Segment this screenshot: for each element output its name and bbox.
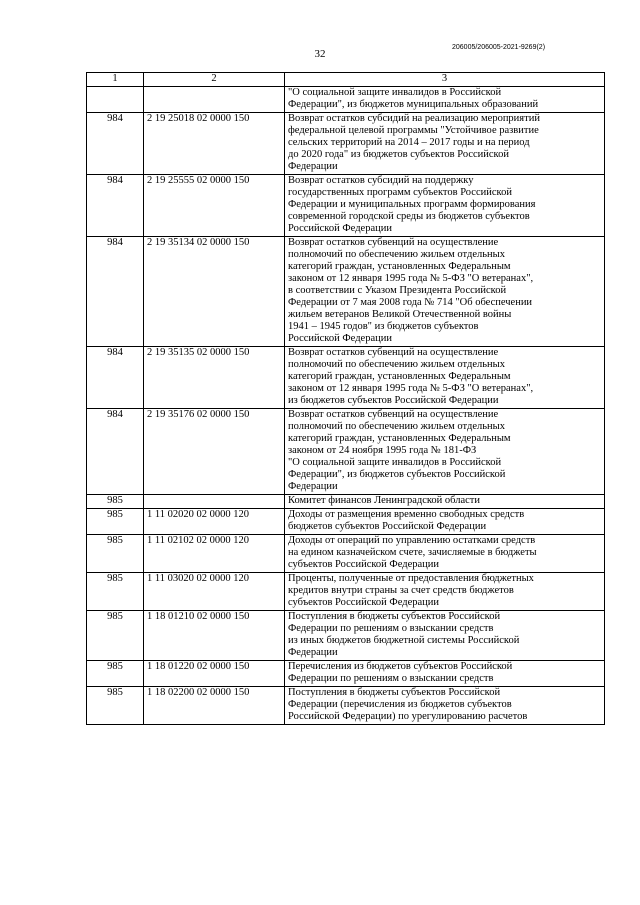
administrator-code-cell: 985 [87,573,144,611]
revenue-name-line: Федерации (перечисления из бюджетов субъектов [288,699,512,710]
administrator-code-cell: 985 [87,661,144,687]
revenue-name-line: Российской Федерации [288,333,392,344]
revenue-name-line: из бюджетов субъектов Российской Федерации [288,395,499,406]
revenue-name-line: категорий граждан, установленных Федеральным [288,371,511,382]
table-row [87,409,605,495]
revenue-code-cell: 2 19 35176 02 0000 150 [144,409,285,495]
budget-codes-table [86,72,605,725]
revenue-code-cell [144,87,285,113]
revenue-name-line: полномочий по обеспечению жильем отдельных [288,249,505,260]
administrator-code-cell: 984 [87,237,144,347]
revenue-code-cell: 2 19 25018 02 0000 150 [144,113,285,175]
revenue-code-cell: 1 11 02020 02 0000 120 [144,509,285,535]
table-row [87,237,605,347]
revenue-code-cell: 1 18 01210 02 0000 150 [144,611,285,661]
table-row [87,611,605,661]
administrator-code-cell: 984 [87,347,144,409]
revenue-name-line: полномочий по обеспечению жильем отдельных [288,359,505,370]
revenue-name-cell [285,611,605,661]
revenue-code-cell: 1 11 02102 02 0000 120 [144,535,285,573]
revenue-code-cell: 1 11 03020 02 0000 120 [144,573,285,611]
revenue-name-line: сельских территорий на 2014 – 2017 годы и на период [288,137,530,148]
table-row [87,509,605,535]
revenue-name-line: Федерации", из бюджетов муниципальных образований [288,99,539,110]
revenue-name-line: Федерации и муниципальных программ формирования [288,199,536,210]
revenue-code-cell: 2 19 25555 02 0000 150 [144,175,285,237]
administrator-code-cell: 985 [87,535,144,573]
revenue-name-line: "О социальной защите инвалидов в Российской [288,87,502,98]
revenue-name-line: Федерации", из бюджетов субъектов Российской [288,469,506,480]
revenue-name-line: законом от 24 ноября 1995 года № 181-ФЗ [288,445,477,456]
table-row [87,495,605,509]
revenue-name-line: федеральной целевой программы "Устойчивое развитие [288,125,539,136]
document-code: 206005/206005-2021-9269(2) [452,44,546,51]
revenue-name-line: Федерации [288,161,338,172]
column-header-1: 1 [87,73,144,87]
revenue-name-line: "О социальной защите инвалидов в Российской [288,457,502,468]
revenue-name-line: 1941 – 1945 годов" из бюджетов субъектов [288,321,479,332]
table-row [87,113,605,175]
table-row [87,535,605,573]
table-row [87,573,605,611]
revenue-name-line: Возврат остатков субвенций на осуществление [288,409,499,420]
revenue-name-cell [285,495,605,509]
revenue-name-line: бюджетов субъектов Российской Федерации [288,521,487,532]
revenue-name-cell [285,175,605,237]
revenue-name-line: субъектов Российской Федерации [288,559,440,570]
table-header-row [87,73,605,87]
revenue-name-line: законом от 12 января 1995 года № 5-ФЗ "О ветеранах", [288,383,534,394]
revenue-code-cell: 1 18 02200 02 0000 150 [144,687,285,725]
revenue-name-line: Российской Федерации [288,223,392,234]
revenue-code-cell: 1 18 01220 02 0000 150 [144,661,285,687]
administrator-code-cell: 985 [87,687,144,725]
table-row [87,347,605,409]
revenue-name-line: категорий граждан, установленных Федеральным [288,261,511,272]
administrator-code-cell: 984 [87,175,144,237]
page-number: 32 [314,48,326,60]
revenue-code-cell [144,495,285,509]
revenue-name-line: категорий граждан, установленных Федеральным [288,433,511,444]
administrator-code-cell [87,87,144,113]
administrator-code-cell: 984 [87,113,144,175]
revenue-name-line: Федерации от 7 мая 2008 года № 714 "Об обеспечении [288,297,533,308]
revenue-name-line: до 2020 года" из бюджетов субъектов Российской [288,149,509,160]
administrator-code-cell: 984 [87,409,144,495]
revenue-name-cell [285,573,605,611]
revenue-name-cell [285,409,605,495]
revenue-name-line: законом от 12 января 1995 года № 5-ФЗ "О ветеранах", [288,273,534,284]
revenue-name-line: Поступления в бюджеты субъектов Российской [288,611,501,622]
revenue-name-line: государственных программ субъектов Российской [288,187,512,198]
table-row [87,87,605,113]
revenue-name-cell [285,87,605,113]
revenue-name-line: в соответствии с Указом Президента Российской [288,285,507,296]
revenue-name-cell [285,535,605,573]
revenue-name-line: полномочий по обеспечению жильем отдельных [288,421,505,432]
revenue-name-line: Доходы от размещения временно свободных средств [288,509,525,520]
revenue-name-line: Доходы от операций по управлению остатками средств [288,535,536,546]
revenue-name-line: на едином казначейском счете, зачисляемые в бюджеты [288,547,537,558]
revenue-name-line: Федерации [288,481,338,492]
revenue-name-line: жильем ветеранов Великой Отечественной войны [288,309,512,320]
column-header-3: 3 [285,73,605,87]
revenue-code-cell: 2 19 35135 02 0000 150 [144,347,285,409]
revenue-name-line: Проценты, полученные от предоставления бюджетных [288,573,534,584]
revenue-name-line: Перечисления из бюджетов субъектов Российской [288,661,513,672]
revenue-name-line: Возврат остатков субвенций на осуществление [288,237,499,248]
revenue-name-cell [285,661,605,687]
administrator-code-cell: 985 [87,611,144,661]
revenue-name-line: Федерации по решениям о взыскании средств [288,673,494,684]
revenue-name-line: субъектов Российской Федерации [288,597,440,608]
table-row [87,687,605,725]
revenue-name-cell [285,509,605,535]
table-row [87,661,605,687]
revenue-name-line: Возврат остатков субсидий на реализацию мероприятий [288,113,540,124]
revenue-name-line: кредитов внутри страны за счет средств бюджетов [288,585,514,596]
revenue-name-cell [285,687,605,725]
revenue-name-cell [285,113,605,175]
column-header-2: 2 [144,73,285,87]
revenue-code-cell: 2 19 35134 02 0000 150 [144,237,285,347]
revenue-name-line: Российской Федерации) по урегулированию расчетов [288,711,528,722]
revenue-name-line: Комитет финансов Ленинградской области [288,495,481,506]
revenue-name-line: современной городской среды из бюджетов субъектов [288,211,530,222]
revenue-name-line: Федерации по решениям о взыскании средств [288,623,494,634]
revenue-name-line: Поступления в бюджеты субъектов Российской [288,687,501,698]
revenue-name-line: из иных бюджетов бюджетной системы Российской [288,635,520,646]
revenue-name-line: Федерации [288,647,338,658]
table-row [87,175,605,237]
revenue-name-line: Возврат остатков субвенций на осуществление [288,347,499,358]
administrator-code-cell: 985 [87,495,144,509]
revenue-name-line: Возврат остатков субсидий на поддержку [288,175,474,186]
administrator-code-cell: 985 [87,509,144,535]
revenue-name-cell [285,347,605,409]
revenue-name-cell [285,237,605,347]
